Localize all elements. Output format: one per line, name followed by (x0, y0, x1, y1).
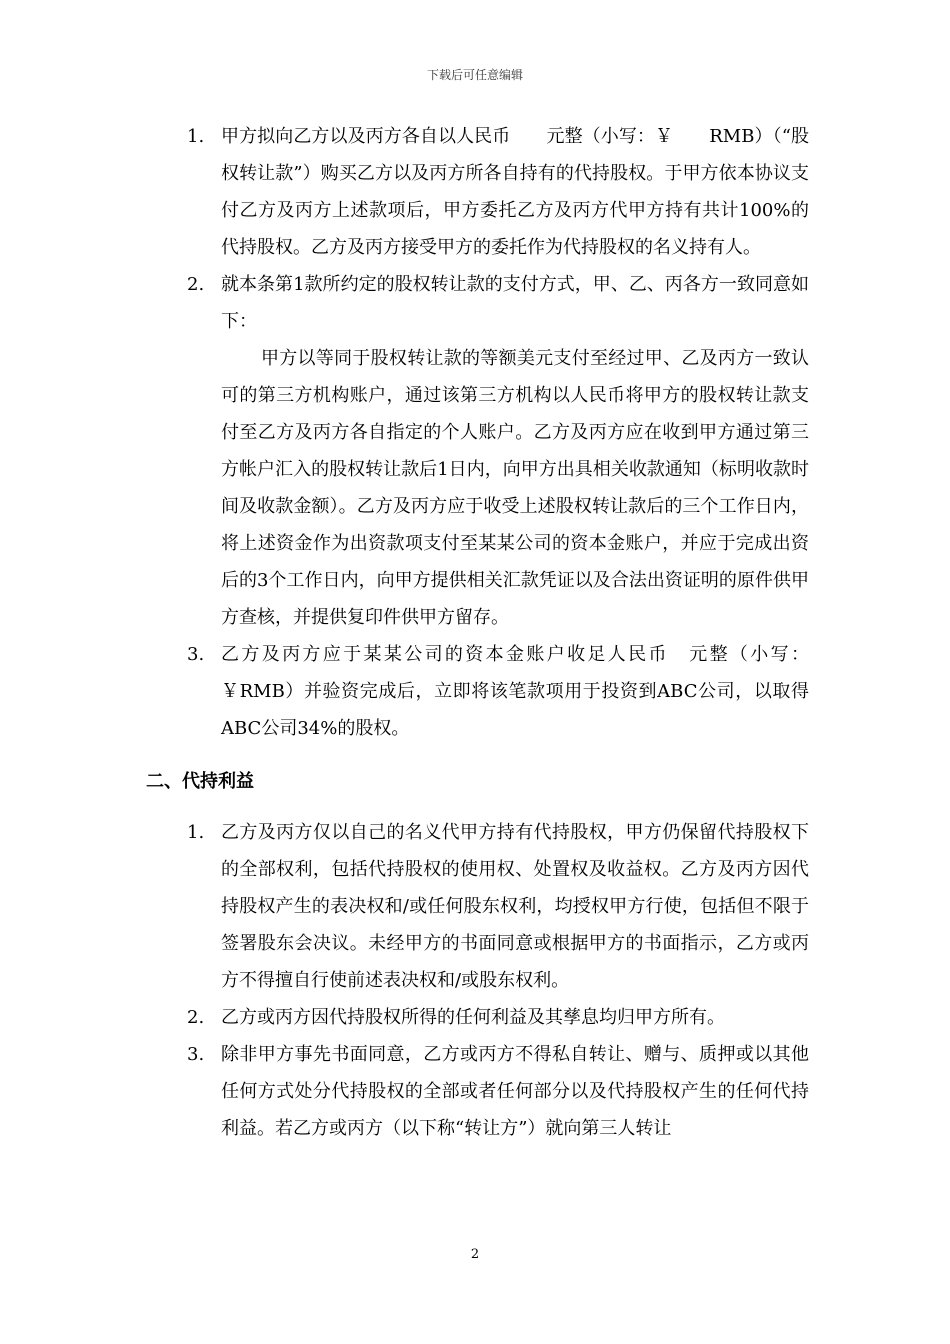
payment-method-paragraph: 甲方以等同于股权转让款的等额美元支付至经过甲、乙及丙方一致认可的第三方机构账户，通过该第三方机构以人民币将甲方的股权转让款支付至乙方及丙方各自指定的个人账户。乙方及丙方应在收到甲方通过第三方帐户汇入的股权转让款后1日内，向甲方出具相关收款通知（标明收款时间及收款金额）。乙方及丙方应于收受上述股权转让款后的三个工作日内，将上述资金作为出资款项支付至某某公司的资本金账户，并应于完成出资后的3个工作日内，向甲方提供相关汇款凭证以及合法出资证明的原件供甲方查核，并提供复印件供甲方留存。 (221, 348, 809, 628)
page-header: 下载后可任意编辑 (426, 68, 523, 82)
list-number: 1. (187, 822, 205, 843)
list-text: 除非甲方事先书面同意，乙方或丙方不得私自转让、赠与、质押或以其他任何方式处分代持股权的全部或者任何部分以及代持股权产生的任何代持利益。若乙方或丙方（以下称“转让方”）就向第三人转让 (221, 1044, 809, 1139)
list-item (187, 266, 809, 340)
list-text: 就本条第1款所约定的股权转让款的支付方式，甲、乙、丙各方一致同意如下： (221, 274, 809, 332)
list-number: 2. (187, 1007, 205, 1028)
list-item (187, 814, 809, 999)
list-text: 乙方及丙方仅以自己的名义代甲方持有代持股权，甲方仍保留代持股权下的全部权利，包括代持股权的使用权、处置权及收益权。乙方及丙方因代持股权产生的表决权和/或任何股东权利，均授权甲方行使，包括但不限于签署股东会决议。未经甲方的书面同意或根据甲方的书面指示，乙方或丙方不得擅自行使前述表决权和/或股东权利。 (221, 822, 809, 991)
list-item (187, 118, 809, 266)
list-number: 3. (187, 1044, 205, 1065)
list-number: 2. (187, 274, 205, 295)
list-item (187, 1036, 809, 1147)
list-number: 3. (187, 644, 205, 665)
section-heading: 二、代持利益 (146, 771, 254, 792)
document-body (0, 118, 950, 1147)
list-item (187, 636, 809, 747)
list-item (187, 999, 809, 1036)
list-number: 1. (187, 126, 205, 147)
list-text: 甲方拟向乙方以及丙方各自以人民币 元整（小写：￥ RMB）（“股权转让款”）购买乙方以及丙方所各自持有的代持股权。于甲方依本协议支付乙方及丙方上述款项后，甲方委托乙方及丙方代甲方持有共计100%的代持股权。乙方及丙方接受甲方的委托作为代持股权的名义持有人。 (221, 126, 809, 258)
list-text: 乙方或丙方因代持股权所得的任何利益及其孳息均归甲方所有。 (221, 1007, 725, 1028)
list-text: 乙方及丙方应于某某公司的资本金账户收足人民币 元整（小写：￥RMB）并验资完成后，立即将该笔款项用于投资到ABC公司，以取得ABC公司34%的股权。 (221, 644, 809, 739)
page-number: 2 (470, 1247, 480, 1262)
